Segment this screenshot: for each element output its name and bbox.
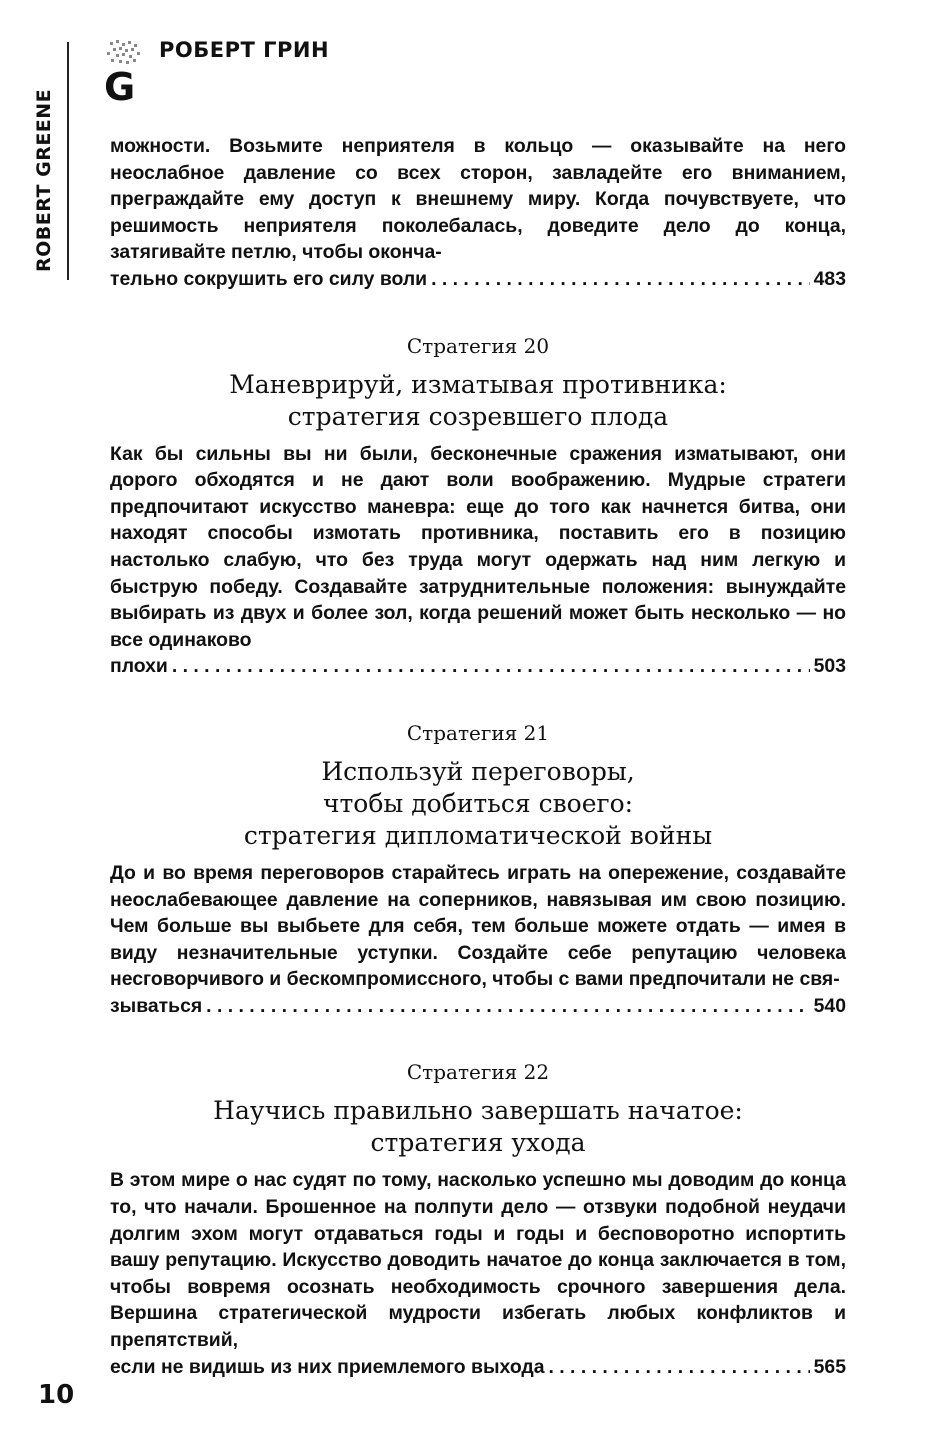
strategy-20 — [110, 333, 846, 680]
toc-line — [110, 653, 846, 680]
spine-rule — [67, 42, 69, 280]
logo-letter: G — [104, 65, 136, 102]
strategy-title — [110, 369, 846, 433]
leader-dots — [206, 993, 809, 1020]
leader-dots — [172, 653, 810, 680]
strategy-title-line: стратегия дипломатической войны — [243, 820, 713, 850]
strategy-title-line: Научись правильно завершать начатое: — [213, 1096, 743, 1126]
toc-line — [110, 1354, 846, 1381]
strategy-title-line: Маневрируй, изматывая противника: — [229, 369, 727, 399]
toc-line-text: зываться — [110, 994, 203, 1017]
strategy-title-line: Используй переговоры, — [321, 756, 635, 786]
author-name: РОБЕРТ ГРИН — [159, 38, 330, 62]
intro-entry — [110, 133, 846, 293]
spine-title: ROBERT GREENE — [33, 88, 55, 272]
strategy-title — [110, 1095, 846, 1159]
page-number: 10 — [38, 1380, 75, 1410]
strategy-title-line: стратегия ухода — [370, 1128, 586, 1158]
publisher-logo — [102, 40, 146, 102]
strategy-22 — [110, 1059, 846, 1380]
intro-text: можности. Возьмите неприятеля в кольцо — оказывайте на него неослабное давление со всех сторон, завладейте его вниманием, преграждайте ему доступ к внешнему миру. Когда почувствуете, что решимость неприятеля поколебалась, доведите дело до конца, затягивайте петлю, чтобы оконча- — [110, 135, 846, 264]
strategy-text: В этом мире о нас судят по тому, насколько успешно мы доводим до конца то, что начали. Брошенное на полпути дело — отзвуки подобной неудачи долгим эхом могут отдаваться годы и годы и бесповоротно испортить вашу репутацию. Искусство доводить начатое до конца заключается в том, чтобы вовремя осознать необходимость срочного завершения дела. Вершина стратегической мудрости избегать любых конфликтов и препятствий, — [110, 1169, 846, 1352]
toc-content — [110, 133, 846, 1380]
strategy-label: Стратегия 22 — [406, 1060, 550, 1085]
strategy-text: Как бы сильны вы ни были, бесконечные сражения изматывают, они дорого обходятся и не дают воли воображению. Мудрые стратеги предпочитают искусство маневра: еще до того как начнется битва, они находят способы измотать противника, поставить его в позицию настолько слабую, что без труда могут одержать над ним легкую и быструю победу. Создавайте затруднительные положения: вынуждайте выбирать из двух и более зол, когда решений может быть несколько — но все одинаково — [110, 442, 846, 651]
toc-line-text: плохи — [110, 655, 168, 678]
page-ref: 540 — [813, 994, 846, 1017]
page-ref: 483 — [813, 267, 846, 290]
strategy-label: Стратегия 20 — [406, 333, 550, 358]
strategy-text: До и во время переговоров старайтесь играть на опережение, создавайте неослабевающее давление на соперников, навязывая им свою позицию. Чем больше вы выбьете для себя, тем больше можете отдать — имея в виду незначительные уступки. Создайте себе репутацию человека несговорчивого и бескомпромиссного, чтобы с вами предпочитали не свя- — [110, 861, 846, 991]
strategy-title-line: чтобы добиться своего: — [322, 788, 634, 818]
strategy-title-line: стратегия созревшего плода — [287, 401, 669, 431]
toc-line-text: если не видишь из них приемлемого выхода — [110, 1355, 545, 1378]
strategy-label: Стратегия 21 — [406, 720, 550, 745]
toc-line — [110, 993, 846, 1020]
strategy-21 — [110, 720, 846, 1020]
toc-line-text: тельно сокрушить его силу воли — [110, 267, 428, 290]
toc-line — [110, 266, 846, 293]
leader-dots — [549, 1354, 810, 1381]
strategy-title — [110, 756, 846, 852]
page-ref: 565 — [813, 1355, 846, 1378]
page-ref: 503 — [813, 655, 846, 678]
leader-dots — [431, 266, 810, 293]
